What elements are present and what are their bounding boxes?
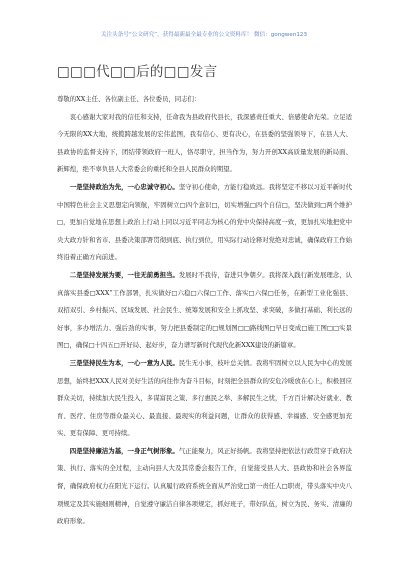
section-heading: 四是坚持廉洁为基，一身正气树形象。: [69, 446, 179, 455]
document-body: [57, 91, 352, 531]
section-development-paragraph: [57, 267, 352, 355]
paragraph-text: 尊敬的XX主任、各位副主任、各位委员，同志们：: [57, 95, 201, 103]
header-banner: 关注头条号“公文研究”，获得最新最全最专业的公文资料库！ 微信：gongwen123: [100, 32, 308, 38]
paragraph-text: 发展时不我待，奋进只争朝夕。我将深入践行新发展理念，认真落实县委□XXX”工作部署，扎实做好□六稳□六保□工作、落实□六保□任务，在新型工业化强县、双招双引、乡村振兴、区域发展、社会民生、统筹发展和安全上抓攻坚、求突破，多做打基础、利长远的好事，多办增活力、强后劲的实事，努力把县委制定的□规划图□□路线图□早日变成□施工图□□实景图□，确保□十四五□开好局、起好步，奋力谱写新时代现代化新XXX建设的新篇章。: [57, 270, 353, 350]
section-livelihood-paragraph: [57, 355, 352, 443]
section-heading: 三是坚持民生为本，一心一意为人民。: [69, 358, 179, 367]
section-heading: 二是坚持发展为要，一往无前勇担当。: [69, 270, 179, 279]
paragraph-text: 气正能聚力，风正好扬帆。我将坚持把依法行政贯穿于政府决策、执行、落实的全过程，主动向县人大及其常委会报告工作，自觉接受县人大、县政协和社会各界监督，确保政府权力在阳光下运行。认真履行政府系统全面从严治党□第一责任人□职责，带头落实中央八项规定及其实施细则精神，自觉遵守廉洁自律各项规定，抓好班子，带好队伍，树立为民、务实、清廉的政府形象。: [57, 446, 353, 526]
section-heading: 一是坚持政治为先，一心忠诚守初心。: [69, 182, 179, 191]
salutation-paragraph: [57, 91, 352, 109]
paragraph-text: 坚守初心使命，方能行稳致远。我将坚定不移以习近平新时代中国特色社会主义思想定向领航，牢固树立□四个意识□，切实增强□四个自信□，坚决做到□两个维护□，更加自觉地在思想上政治上行动上同以习近平同志为核心的党中央保持高度一致，更加扎实地把党中央大政方针和省市、县委决策部署贯彻到底、执行到位，用实际行动诠释对党绝对忠诚，确保政府工作始终沿着正确方向前进。: [57, 182, 353, 262]
paragraph-text: 民生无小事，枝叶总关情。我将牢固树立以人民为中心的发展思想，始终把XXX人民对美好生活的向往作为奋斗目标，时刻把全县群众的安危冷暖放在心上，积极回应群众关切，持续加大民生投入，多谋富民之策、多行惠民之举、多解民生之忧，千方百计解决好就业、教育、医疗、住房等群众最关心、最直接、最现实的利益问题，让群众的获得感、幸福感、安全感更加充实、更有保障、更可持续。: [57, 358, 353, 438]
section-political-paragraph: [57, 179, 352, 267]
section-integrity-paragraph: [57, 443, 352, 531]
opening-paragraph: [57, 109, 352, 179]
paragraph-text: 衷心感谢大家对我的信任和支持，任命我为县政府代县长，我深感责任重大、倍感使命光荣。立足适今无限的XX大地，统揽跨越发展的宏伟蓝图，我有信心、更有决心，在县委的坚强领导下，在县人大、县政协的监督支持下，团结带领政府一班人，恪尽职守，担当作为，努力开创XX高质量发展的新局面、新辉煌，绝不辜负县人大常委会的重托和全县人民群众的期望。: [57, 112, 352, 174]
page-title: □□□代□□后的□□发言: [57, 64, 218, 80]
